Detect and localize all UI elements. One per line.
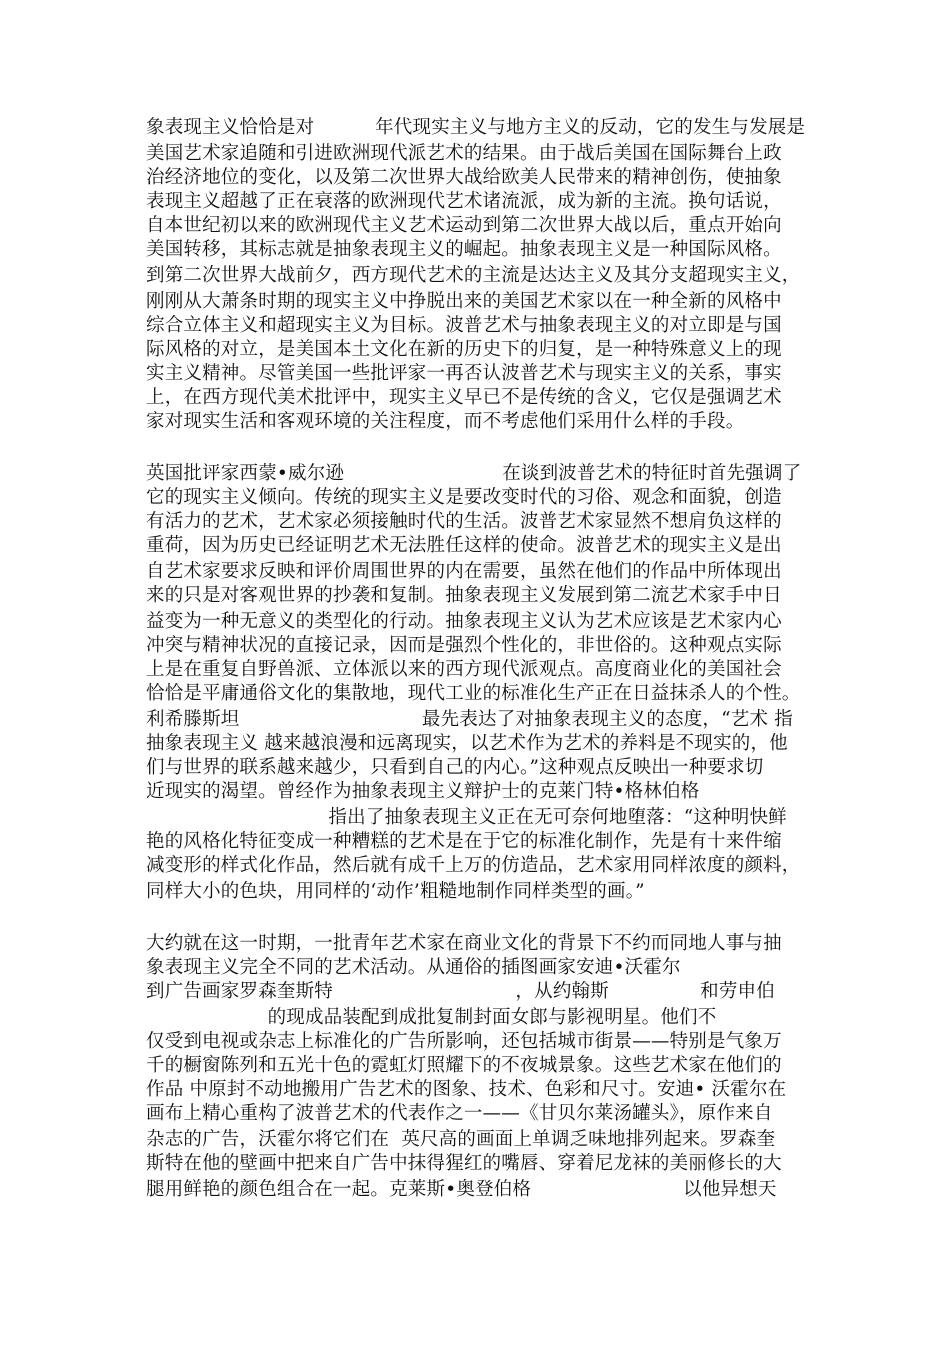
text-line: 仅受到电视或杂志上标准化的广告所影响，还包括城市街景——特别是气象万: [146, 1031, 782, 1052]
text-line: 近现实的渴望。曾经作为抽象表现主义辩护士的克莱门特•格林伯格: [146, 781, 700, 802]
text-line: 有活力的艺术，艺术家必须接触时代的生活。波普艺术家显然不想肩负这样的: [146, 511, 782, 532]
text-line: 来的只是对客观世界的抄袭和复制。抽象表现主义发展到第二流艺术家手中日: [146, 585, 782, 606]
text-line: 杂志的广告，沃霍尔将它们在 英尺高的画面上单调乏味地排列起来。罗森奎: [146, 1129, 776, 1150]
text-line: 利希滕斯坦 最先表达了对抽象表现主义的态度，“艺术 指: [146, 709, 793, 730]
text-line: 大约就在这一时期，一批青年艺术家在商业文化的背景下不约而同地人事与抽: [146, 933, 782, 954]
text-line: 治经济地位的变化，以及第二次世界大战给欧美人民带来的精神创伤，使抽象: [146, 167, 782, 188]
text-line: 千的橱窗陈列和五光十色的霓虹灯照耀下的不夜城景象。这些艺术家在他们的: [146, 1055, 782, 1076]
text-line: 英国批评家西蒙•威尔逊 在谈到波普艺术的特征时首先强调了: [146, 463, 802, 484]
text-line: 综合立体主义和超现实主义为目标。波普艺术与抽象表现主义的对立即是与国: [146, 315, 782, 336]
text-line: 上，在西方现代美术批评中，现实主义早已不是传统的含义，它仅是强调艺术: [146, 387, 782, 408]
text-line: 自艺术家要求反映和评价周围世界的内在需要，虽然在他们的作品中所体现出: [146, 561, 782, 582]
text-line: 恰恰是平庸通俗文化的集散地，现代工业的标准化生产正在日益抹杀人的个性。: [146, 683, 801, 704]
text-line: 冲突与精神状况的直接记录，因而是强烈个性化的，非世俗的。这种观点实际: [146, 635, 782, 656]
text-line: 际风格的对立，是美国本土文化在新的历史下的归复，是一种特殊意义上的现: [146, 339, 782, 360]
text-line: 斯特在他的壁画中把来自广告中抹得猩红的嘴唇、穿着尼龙袜的美丽修长的大: [146, 1153, 782, 1174]
text-line: 它的现实主义倾向。传统的现实主义是要改变时代的习俗、观念和面貌，创造: [146, 487, 782, 508]
text-line: 实主义精神。尽管美国一些批评家一再否认波普艺术与现实主义的关系，事实: [146, 363, 782, 384]
text-line: 上是在重复自野兽派、立体派以来的西方现代派观点。高度商业化的美国社会: [146, 659, 782, 680]
text-line: 腿用鲜艳的颜色组合在一起。克莱斯•奥登伯格 以他异想天: [146, 1179, 777, 1200]
text-line: 们与世界的联系越来越少，只看到自己的内心。”这种观点反映出一种要求切: [146, 757, 764, 778]
text-line: 益变为一种无意义的类型化的行动。抽象表现主义认为艺术应该是艺术家内心: [146, 611, 782, 632]
text-line: 到第二次世界大战前夕，西方现代艺术的主流是达达主义及其分支超现实主义，: [146, 265, 801, 286]
text-line: 象表现主义完全不同的艺术活动。从通俗的插图画家安迪•沃霍尔: [146, 957, 681, 978]
text-line: 指出了抽象表现主义正在无可奈何地堕落：“这种明快鲜: [146, 807, 787, 828]
text-line: 重荷，因为历史已经证明艺术无法胜任这样的使命。波普艺术的现实主义是出: [146, 535, 782, 556]
text-line: 象表现主义恰恰是对 年代现实主义与地方主义的反动，它的发生与发展是: [146, 117, 806, 138]
text-line: 美国艺术家追随和引进欧洲现代派艺术的结果。由于战后美国在国际舞台上政: [146, 143, 782, 164]
text-line: 同样大小的色块，用同样的‘动作’粗糙地制作同样类型的画。”: [146, 881, 645, 902]
text-line: 画布上精心重构了波普艺术的代表作之一——《甘贝尔莱汤罐头》，原作来自: [146, 1103, 773, 1124]
text-line: 的现成品装配到成批复制封面女郎与影视明星。他们不: [146, 1007, 717, 1028]
text-line: 到广告画家罗森奎斯特 ，从约翰斯 和劳申伯: [146, 981, 775, 1002]
text-line: 自本世纪初以来的欧洲现代主义艺术运动到第二次世界大战以后，重点开始向: [146, 215, 782, 236]
text-line: 艳的风格化特征变成一种糟糕的艺术是在于它的标准化制作，先是有十来件缩: [146, 831, 782, 852]
text-line: 作品 中原封不动地搬用广告艺术的图象、技术、色彩和尺寸。安迪• 沃霍尔在: [146, 1079, 787, 1100]
text-line: 减变形的样式化作品，然后就有成千上万的仿造品，艺术家用同样浓度的颜料，: [146, 855, 801, 876]
text-line: 表现主义超越了正在衰落的欧洲现代艺术诸流派，成为新的主流。换句话说，: [146, 191, 782, 212]
text-line: 家对现实生活和客观环境的关注程度，而不考虑他们采用什么样的手段。: [146, 411, 745, 432]
text-line: 美国转移，其标志就是抽象表现主义的崛起。抽象表现主义是一种国际风格。: [146, 239, 782, 260]
text-line: 抽象表现主义 越来越浪漫和远离现实，以艺术作为艺术的养料是不现实的，他: [146, 733, 788, 754]
text-line: 刚刚从大萧条时期的现实主义中挣脱出来的美国艺术家以在一种全新的风格中: [146, 291, 782, 312]
